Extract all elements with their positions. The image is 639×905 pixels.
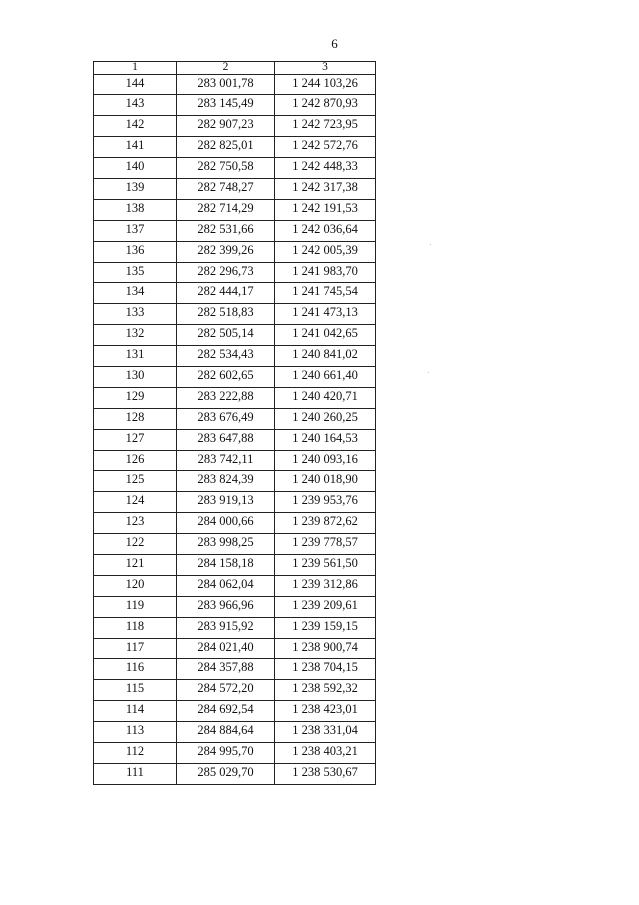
point-number-cell: 144: [94, 74, 177, 95]
coordinate-x-cell: 282 714,29: [177, 199, 275, 220]
coordinate-y-cell: 1 242 448,33: [275, 158, 376, 179]
coordinate-y-cell: 1 240 260,25: [275, 408, 376, 429]
table-row: [94, 513, 376, 534]
point-number-cell: 141: [94, 137, 177, 158]
coordinate-x-cell: 282 531,66: [177, 220, 275, 241]
scan-speck: [430, 244, 431, 245]
point-number-cell: 112: [94, 743, 177, 764]
coordinate-y-cell: 1 241 473,13: [275, 304, 376, 325]
coordinate-x-cell: 282 825,01: [177, 137, 275, 158]
table-row: [94, 763, 376, 784]
coordinate-y-cell: 1 239 778,57: [275, 534, 376, 555]
coordinate-x-cell: 283 824,39: [177, 471, 275, 492]
point-number-cell: 129: [94, 387, 177, 408]
point-number-cell: 126: [94, 450, 177, 471]
coordinate-y-cell: 1 239 953,76: [275, 492, 376, 513]
coordinate-y-cell: 1 240 841,02: [275, 346, 376, 367]
point-number-cell: 132: [94, 325, 177, 346]
table-row: [94, 241, 376, 262]
table-row: [94, 638, 376, 659]
coordinate-x-cell: 282 602,65: [177, 366, 275, 387]
table-row: [94, 137, 376, 158]
coordinate-y-cell: 1 239 209,61: [275, 596, 376, 617]
table-row: [94, 471, 376, 492]
table-row: [94, 450, 376, 471]
table-header: [94, 62, 376, 75]
point-number-cell: 134: [94, 283, 177, 304]
coordinate-x-cell: 282 505,14: [177, 325, 275, 346]
coordinate-x-cell: 283 222,88: [177, 387, 275, 408]
point-number-cell: 135: [94, 262, 177, 283]
table-row: [94, 554, 376, 575]
coordinate-y-cell: 1 242 191,53: [275, 199, 376, 220]
coordinate-y-cell: 1 238 423,01: [275, 701, 376, 722]
point-number-cell: 121: [94, 554, 177, 575]
coordinate-x-cell: 283 647,88: [177, 429, 275, 450]
point-number-cell: 113: [94, 722, 177, 743]
header-col-3: 3: [275, 62, 376, 75]
table-row: [94, 158, 376, 179]
coordinate-x-cell: 284 357,88: [177, 659, 275, 680]
coordinates-table: [93, 61, 376, 785]
coordinate-y-cell: 1 239 312,86: [275, 575, 376, 596]
table-row: [94, 659, 376, 680]
coordinate-y-cell: 1 242 723,95: [275, 116, 376, 137]
coordinate-x-cell: 283 145,49: [177, 95, 275, 116]
point-number-cell: 116: [94, 659, 177, 680]
point-number-cell: 124: [94, 492, 177, 513]
point-number-cell: 137: [94, 220, 177, 241]
point-number-cell: 138: [94, 199, 177, 220]
coordinate-x-cell: 284 692,54: [177, 701, 275, 722]
scan-speck: [428, 372, 429, 373]
point-number-cell: 115: [94, 680, 177, 701]
header-col-1: 1: [94, 62, 177, 75]
coordinate-x-cell: 284 884,64: [177, 722, 275, 743]
point-number-cell: 143: [94, 95, 177, 116]
table-row: [94, 283, 376, 304]
coordinate-y-cell: 1 238 592,32: [275, 680, 376, 701]
header-col-2: 2: [177, 62, 275, 75]
table-row: [94, 596, 376, 617]
coordinate-y-cell: 1 242 572,76: [275, 137, 376, 158]
coordinate-y-cell: 1 240 164,53: [275, 429, 376, 450]
table-row: [94, 575, 376, 596]
table-row: [94, 74, 376, 95]
coordinate-y-cell: 1 242 005,39: [275, 241, 376, 262]
table-row: [94, 304, 376, 325]
coordinate-x-cell: 283 676,49: [177, 408, 275, 429]
coordinate-x-cell: 284 000,66: [177, 513, 275, 534]
point-number-cell: 111: [94, 763, 177, 784]
coordinate-x-cell: 284 021,40: [177, 638, 275, 659]
coordinate-y-cell: 1 241 983,70: [275, 262, 376, 283]
coordinate-y-cell: 1 242 036,64: [275, 220, 376, 241]
table-body: [94, 74, 376, 784]
coordinate-y-cell: 1 240 093,16: [275, 450, 376, 471]
point-number-cell: 117: [94, 638, 177, 659]
coordinate-x-cell: 284 062,04: [177, 575, 275, 596]
coordinate-y-cell: 1 238 900,74: [275, 638, 376, 659]
table-row: [94, 199, 376, 220]
point-number-cell: 142: [94, 116, 177, 137]
table-row: [94, 178, 376, 199]
point-number-cell: 133: [94, 304, 177, 325]
coordinate-y-cell: 1 238 704,15: [275, 659, 376, 680]
coordinate-y-cell: 1 238 403,21: [275, 743, 376, 764]
coordinate-x-cell: 282 907,23: [177, 116, 275, 137]
point-number-cell: 123: [94, 513, 177, 534]
coordinate-y-cell: 1 241 042,65: [275, 325, 376, 346]
point-number-cell: 125: [94, 471, 177, 492]
point-number-cell: 139: [94, 178, 177, 199]
coordinate-y-cell: 1 241 745,54: [275, 283, 376, 304]
table-row: [94, 408, 376, 429]
table-row: [94, 262, 376, 283]
table-row: [94, 534, 376, 555]
coordinate-x-cell: 282 444,17: [177, 283, 275, 304]
coordinate-x-cell: 285 029,70: [177, 763, 275, 784]
point-number-cell: 120: [94, 575, 177, 596]
point-number-cell: 119: [94, 596, 177, 617]
coordinate-x-cell: 284 995,70: [177, 743, 275, 764]
point-number-cell: 127: [94, 429, 177, 450]
coordinate-x-cell: 282 534,43: [177, 346, 275, 367]
coordinate-x-cell: 282 750,58: [177, 158, 275, 179]
coordinate-y-cell: 1 239 159,15: [275, 617, 376, 638]
coordinate-x-cell: 283 919,13: [177, 492, 275, 513]
coordinate-x-cell: 282 518,83: [177, 304, 275, 325]
table-row: [94, 701, 376, 722]
table-row: [94, 95, 376, 116]
point-number-cell: 122: [94, 534, 177, 555]
coordinate-x-cell: 284 572,20: [177, 680, 275, 701]
header-row: [94, 62, 376, 75]
point-number-cell: 140: [94, 158, 177, 179]
coordinate-y-cell: 1 238 530,67: [275, 763, 376, 784]
table-row: [94, 680, 376, 701]
coordinate-x-cell: 282 399,26: [177, 241, 275, 262]
table-row: [94, 220, 376, 241]
table-row: [94, 722, 376, 743]
coordinate-y-cell: 1 239 561,50: [275, 554, 376, 575]
coordinate-y-cell: 1 240 661,40: [275, 366, 376, 387]
table-row: [94, 617, 376, 638]
coordinate-y-cell: 1 240 420,71: [275, 387, 376, 408]
coordinate-x-cell: 283 742,11: [177, 450, 275, 471]
point-number-cell: 131: [94, 346, 177, 367]
coordinate-x-cell: 283 998,25: [177, 534, 275, 555]
coordinate-x-cell: 284 158,18: [177, 554, 275, 575]
page-number: 6: [331, 36, 338, 51]
coordinate-x-cell: 283 001,78: [177, 74, 275, 95]
point-number-cell: 118: [94, 617, 177, 638]
coordinate-x-cell: 282 748,27: [177, 178, 275, 199]
coordinate-x-cell: 283 966,96: [177, 596, 275, 617]
point-number-cell: 130: [94, 366, 177, 387]
table-row: [94, 492, 376, 513]
table-row: [94, 325, 376, 346]
point-number-cell: 128: [94, 408, 177, 429]
point-number-cell: 114: [94, 701, 177, 722]
table-row: [94, 429, 376, 450]
coordinate-x-cell: 283 915,92: [177, 617, 275, 638]
coordinate-y-cell: 1 239 872,62: [275, 513, 376, 534]
table-row: [94, 346, 376, 367]
coordinate-y-cell: 1 244 103,26: [275, 74, 376, 95]
point-number-cell: 136: [94, 241, 177, 262]
coordinate-y-cell: 1 238 331,04: [275, 722, 376, 743]
table-row: [94, 366, 376, 387]
coordinate-y-cell: 1 240 018,90: [275, 471, 376, 492]
table-row: [94, 387, 376, 408]
coordinate-x-cell: 282 296,73: [177, 262, 275, 283]
coordinate-y-cell: 1 242 870,93: [275, 95, 376, 116]
coordinate-y-cell: 1 242 317,38: [275, 178, 376, 199]
table-row: [94, 116, 376, 137]
table-row: [94, 743, 376, 764]
